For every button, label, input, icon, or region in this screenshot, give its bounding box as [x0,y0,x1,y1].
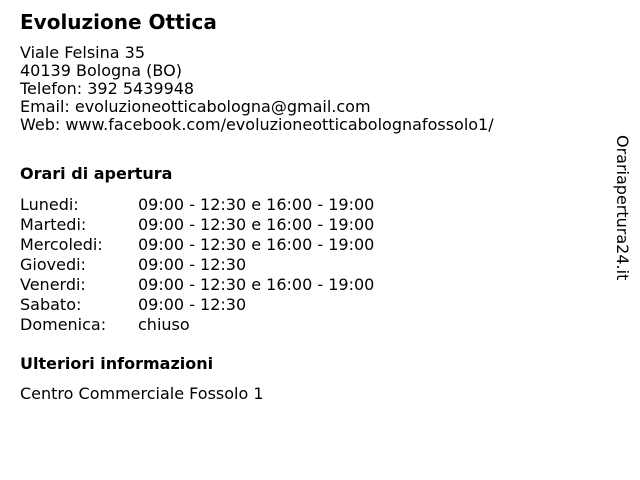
day-label: Lunedi: [20,195,79,214]
address-city: 40139 Bologna (BO) [20,61,182,80]
business-name: Evoluzione Ottica [20,10,217,34]
contact-block [20,44,494,134]
brand-watermark: Orariapertura24.it [613,135,632,281]
more-info-text: Centro Commerciale Fossolo 1 [20,384,264,403]
web-line: Web: www.facebook.com/evoluzioneotticabolognafossolo1/ [20,115,494,134]
time-value: 09:00 - 12:30 [138,255,247,274]
day-label: Mercoledi: [20,235,103,254]
more-info-heading: Ulteriori informazioni [20,354,214,373]
day-label: Domenica: [20,315,107,334]
day-label: Venerdi: [20,275,86,294]
opening-hours-heading: Orari di apertura [20,164,173,183]
time-value: chiuso [138,315,190,334]
email-line: Email: evoluzioneotticabologna@gmail.com [20,97,371,116]
phone-line: Telefon: 392 5439948 [20,79,195,98]
time-value: 09:00 - 12:30 e 16:00 - 19:00 [138,235,375,254]
time-value: 09:00 - 12:30 e 16:00 - 19:00 [138,215,375,234]
time-value: 09:00 - 12:30 [138,295,247,314]
time-value: 09:00 - 12:30 e 16:00 - 19:00 [138,275,375,294]
time-value: 09:00 - 12:30 e 16:00 - 19:00 [138,195,375,214]
day-label: Martedi: [20,215,87,234]
day-label: Sabato: [20,295,82,314]
day-label: Giovedi: [20,255,86,274]
address-street: Viale Felsina 35 [20,43,146,62]
